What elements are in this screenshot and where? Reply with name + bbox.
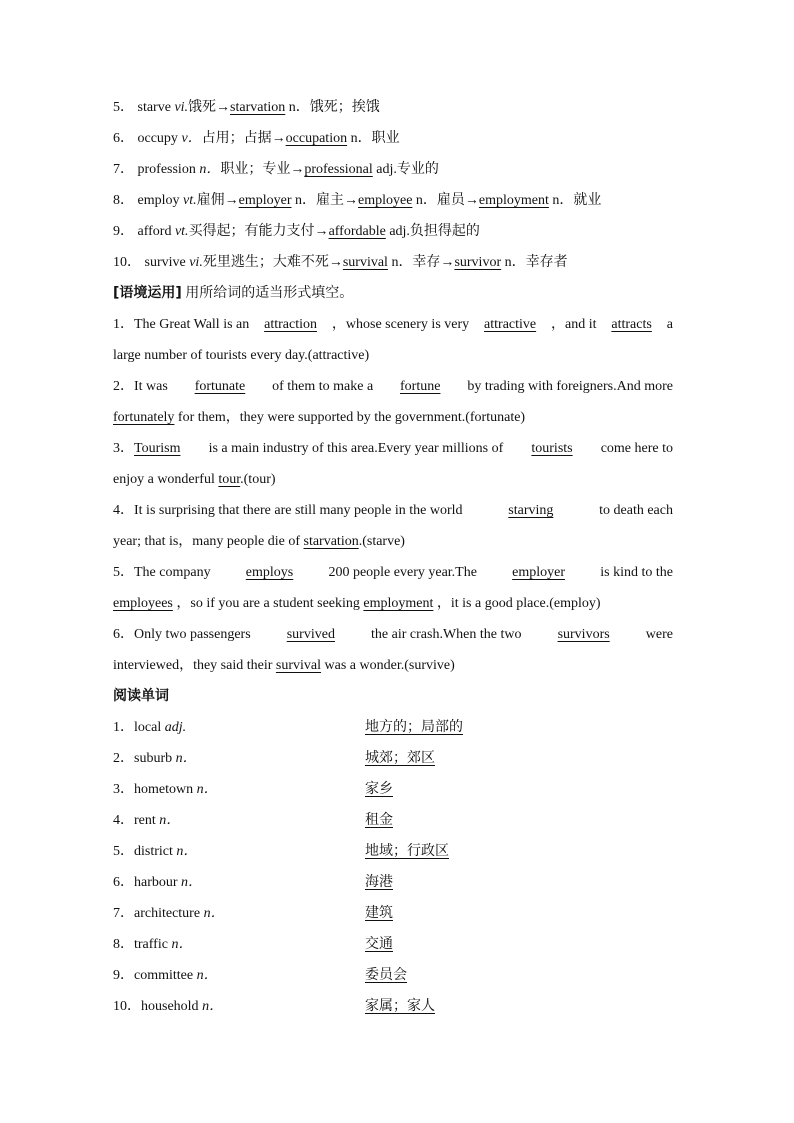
- answer-blank: survivors: [557, 627, 610, 642]
- answer-blank: survived: [286, 627, 335, 642]
- exercise-5-line-1: [113, 557, 673, 588]
- headword: local: [134, 720, 162, 735]
- part-of-speech: adj.: [164, 720, 187, 735]
- answer-blank: tour: [218, 472, 241, 487]
- item-number: 7．: [113, 906, 134, 921]
- answer-blank: 城郊；郊区: [365, 751, 435, 766]
- word-line-5: [113, 92, 673, 123]
- sentence-text: ，and it: [551, 317, 597, 332]
- sentence-text: for them，they were supported by the government.(fortunate): [177, 410, 526, 425]
- instruction: 用所给词的适当形式填空。: [185, 286, 354, 301]
- headword: traffic: [134, 937, 168, 952]
- sentence-text: ，it is a good place.(employ): [436, 596, 601, 611]
- vocab-item: [113, 774, 673, 805]
- sentence-text: ，so if you are a student seeking: [176, 596, 360, 611]
- answer-blank: 地域；行政区: [365, 844, 449, 859]
- part-of-speech: n．: [203, 906, 225, 921]
- part-of-speech: n．: [176, 844, 198, 859]
- reading-section-heading: [113, 681, 673, 712]
- worksheet: [113, 92, 673, 1022]
- headword: starve: [137, 100, 171, 115]
- sentence-text: of them to make a: [272, 379, 374, 394]
- vocab-item: [113, 867, 673, 898]
- item-number: 4．: [113, 813, 134, 828]
- exercise-2-line-1: [113, 371, 673, 402]
- headword: hometown: [134, 782, 194, 797]
- part-of-speech: n．: [202, 999, 224, 1014]
- answer-blank: employment: [363, 596, 434, 611]
- meaning: 占用；占据→: [201, 131, 286, 146]
- item-number: 5．: [113, 844, 134, 859]
- headword: rent: [134, 813, 156, 828]
- answer-blank: professional: [304, 162, 373, 177]
- answer-blank: attraction: [264, 317, 318, 332]
- word-line-9: [113, 216, 673, 247]
- sentence-text: the air crash.When the two: [371, 627, 522, 642]
- part-of-speech: vi.: [189, 255, 203, 270]
- headword: survive: [144, 255, 186, 270]
- answer-blank: employs: [245, 565, 294, 580]
- answer-blank: employer: [238, 193, 292, 208]
- answer-blank: employee: [357, 193, 413, 208]
- answer-blank: attracts: [611, 317, 652, 332]
- answer-blank: tourists: [531, 441, 573, 456]
- answer-blank: survival: [275, 658, 322, 673]
- sentence-text: 5．The company: [113, 565, 211, 580]
- meaning: n．职业: [350, 131, 400, 146]
- sentence-text: large number of tourists every day.(attractive): [113, 348, 370, 363]
- headword: employ: [137, 193, 180, 208]
- item-number: 1．: [113, 720, 134, 735]
- answer-blank: 地方的；局部的: [365, 720, 463, 735]
- sentence-text: to death each: [599, 503, 673, 518]
- meaning: n．饿死；挨饿: [288, 100, 380, 115]
- item-number: 9．: [113, 224, 134, 239]
- part-of-speech: vt.: [183, 193, 197, 208]
- vocab-item: [113, 836, 673, 867]
- exercise-5-line-2: [113, 588, 673, 619]
- meaning: n．就业: [552, 193, 602, 208]
- headword: harbour: [134, 875, 178, 890]
- sentence-text: 3．: [113, 441, 134, 456]
- headword: architecture: [134, 906, 201, 921]
- headword: district: [134, 844, 173, 859]
- meaning: 职业；专业→: [220, 162, 305, 177]
- meaning: 雇佣→: [196, 193, 239, 208]
- answer-blank: affordable: [328, 224, 386, 239]
- word-line-8: [113, 185, 673, 216]
- item-number: 9．: [113, 968, 134, 983]
- item-number: 5．: [113, 100, 134, 115]
- sentence-text: 1．The Great Wall is an: [113, 317, 250, 332]
- answer-blank: 委员会: [365, 968, 407, 983]
- sentence-text: 200 people every year.The: [328, 565, 477, 580]
- sentence-text: is a main industry of this area.Every year millions of: [208, 441, 504, 456]
- sentence-text: ，whose scenery is very: [331, 317, 470, 332]
- headword: occupy: [137, 131, 178, 146]
- meaning: n．幸存者: [504, 255, 568, 270]
- item-number: 3．: [113, 782, 134, 797]
- word-line-7: [113, 154, 673, 185]
- sentence-text: come here to: [600, 441, 673, 456]
- part-of-speech: n．: [196, 782, 218, 797]
- item-number: 8．: [113, 193, 134, 208]
- answer-blank: 租金: [365, 813, 393, 828]
- sentence-text: a: [666, 317, 673, 332]
- word-line-6: [113, 123, 673, 154]
- word-line-10: [113, 247, 673, 278]
- meaning: n．雇主→: [294, 193, 358, 208]
- answer-blank: 海港: [365, 875, 393, 890]
- answer-blank: survival: [342, 255, 388, 270]
- answer-blank: occupation: [285, 131, 348, 146]
- meaning: n．幸存→: [391, 255, 455, 270]
- item-number: 6．: [113, 875, 134, 890]
- vocab-item: [113, 898, 673, 929]
- meaning: 买得起；有能力支付→: [188, 224, 329, 239]
- exercise-3-line-2: [113, 464, 673, 495]
- sentence-text: were: [645, 627, 673, 642]
- exercise-6-line-1: [113, 619, 673, 650]
- item-number: 8．: [113, 937, 134, 952]
- answer-blank: starvation: [303, 534, 359, 549]
- part-of-speech: n．: [196, 968, 218, 983]
- exercise-2-line-2: [113, 402, 673, 433]
- answer-blank: Tourism: [134, 441, 181, 456]
- exercise-3-line-1: [113, 433, 673, 464]
- meaning: adj.负担得起的: [389, 224, 480, 239]
- answer-blank: fortune: [400, 379, 441, 394]
- sentence-text: by trading with foreigners.And more: [467, 379, 673, 394]
- exercise-1-line-2: [113, 340, 673, 371]
- sentence-text: enjoy a wonderful: [113, 472, 215, 487]
- sentence-text: was a wonder.(survive): [324, 658, 455, 673]
- section-label: [语境运用]: [113, 285, 182, 301]
- headword: suburb: [134, 751, 173, 766]
- exercise-1-line-1: [113, 309, 673, 340]
- sentence-text: interviewed，they said their: [113, 658, 273, 673]
- exercise-6-line-2: [113, 650, 673, 681]
- meaning: adj.专业的: [376, 162, 439, 177]
- sentence-text: 6．Only two passengers: [113, 627, 251, 642]
- item-number: 10．: [113, 255, 141, 270]
- meaning: n．雇员→: [415, 193, 479, 208]
- part-of-speech: n．: [181, 875, 203, 890]
- answer-blank: 建筑: [365, 906, 393, 921]
- item-number: 10．: [113, 999, 141, 1014]
- answer-blank: employer: [512, 565, 566, 580]
- sentence-text: .(tour): [240, 472, 276, 487]
- answer-blank: 交通: [365, 937, 393, 952]
- part-of-speech: vi.: [174, 100, 189, 115]
- part-of-speech: v．: [181, 131, 202, 146]
- sentence-text: 4．It is surprising that there are still many people in the world: [113, 503, 463, 518]
- vocab-item: [113, 805, 673, 836]
- headword: afford: [137, 224, 172, 239]
- item-number: 6．: [113, 131, 134, 146]
- answer-blank: 家属；家人: [365, 999, 435, 1014]
- headword: household: [141, 999, 199, 1014]
- part-of-speech: n．: [159, 813, 181, 828]
- answer-blank: attractive: [484, 317, 537, 332]
- sentence-text: 2．It was: [113, 379, 168, 394]
- answer-blank: fortunate: [194, 379, 246, 394]
- vocab-item: [113, 743, 673, 774]
- part-of-speech: n．: [199, 162, 221, 177]
- item-number: 2．: [113, 751, 134, 766]
- answer-blank: employment: [478, 193, 549, 208]
- vocab-item: [113, 929, 673, 960]
- answer-blank: fortunately: [113, 410, 175, 425]
- answer-blank: survivor: [454, 255, 502, 270]
- sentence-text: .(starve): [358, 534, 405, 549]
- headword: profession: [137, 162, 196, 177]
- answer-blank: employees: [113, 596, 173, 611]
- exercise-4-line-2: [113, 526, 673, 557]
- item-number: 7．: [113, 162, 134, 177]
- part-of-speech: n．: [175, 751, 197, 766]
- vocab-item: [113, 991, 673, 1022]
- part-of-speech: vt.: [174, 224, 189, 239]
- vocab-item: [113, 960, 673, 991]
- section-title: 阅读单词: [113, 688, 169, 704]
- sentence-text: is kind to the: [600, 565, 673, 580]
- headword: committee: [134, 968, 194, 983]
- answer-blank: 家乡: [365, 782, 393, 797]
- context-section-heading: [113, 278, 673, 309]
- meaning: 饿死→: [188, 100, 231, 115]
- vocab-item: [113, 712, 673, 743]
- sentence-text: year; that is，many people die of: [113, 534, 300, 549]
- meaning: 死里逃生；大难不死→: [202, 255, 343, 270]
- answer-blank: starvation: [230, 100, 286, 115]
- answer-blank: starving: [508, 503, 554, 518]
- part-of-speech: n．: [171, 937, 193, 952]
- exercise-4-line-1: [113, 495, 673, 526]
